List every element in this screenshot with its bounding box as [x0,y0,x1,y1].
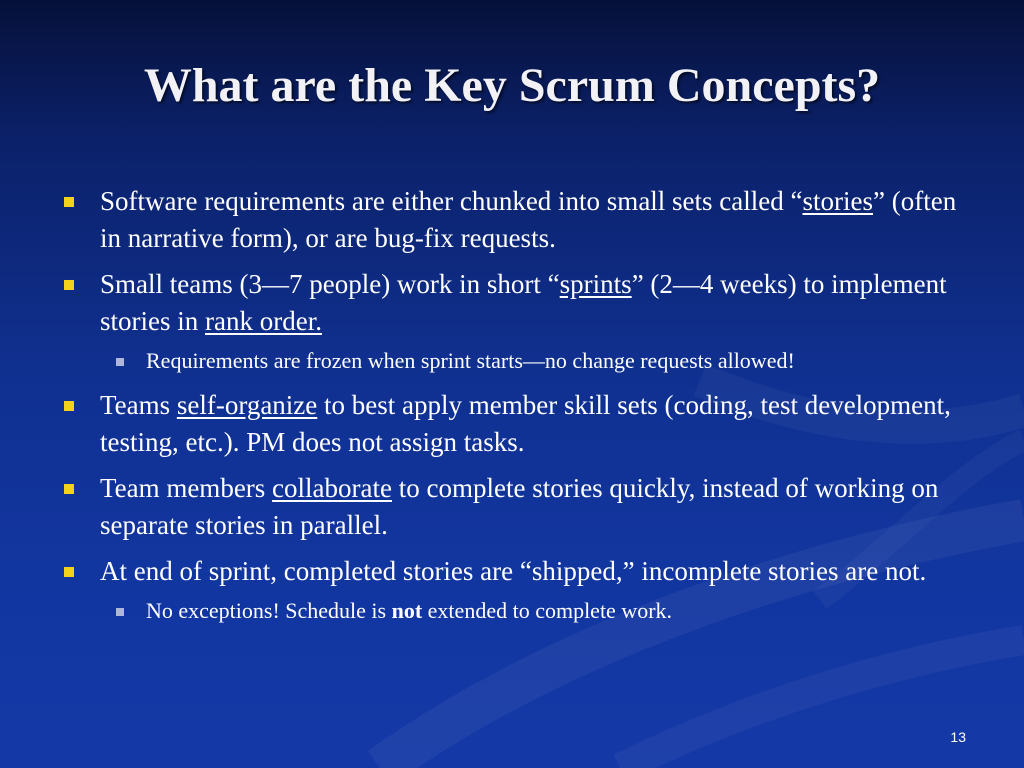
bullet-text: Small teams (3—7 people) work in short “ [100,269,560,299]
bullet-item-collaborate [60,470,970,544]
bullet-item-end-of-sprint [60,553,970,590]
bullet-text: to best apply member skill sets (coding, test development, testing, etc.). PM does not assign tasks. [100,390,951,457]
rank-order-link[interactable]: rank order. [205,306,322,336]
square-bullet-icon [64,567,74,577]
slide-content [60,183,970,637]
bullet-item-sprints [60,266,970,340]
bullet-item-self-organize [60,387,970,461]
sub-bullet-item [60,347,970,375]
page-number: 13 [950,729,966,745]
sub-bullet-item [60,597,970,625]
bullet-text: Teams [100,390,177,420]
sub-bullet-text: Requirements are frozen when sprint starts—no change requests allowed! [146,348,795,373]
bullet-item-stories [60,183,970,257]
bullet-text: ” (often in narrative form), or are bug-fix requests. [100,186,957,253]
sub-bullet-text: extended to complete work. [422,598,673,623]
square-sub-bullet-icon [116,358,124,366]
sub-bullet-text: No exceptions! Schedule is [146,598,392,623]
bullet-list [60,183,970,625]
square-bullet-icon [64,401,74,411]
bullet-text: to complete stories quickly, instead of working on separate stories in parallel. [100,473,939,540]
square-bullet-icon [64,484,74,494]
bullet-text: ” (2—4 weeks) to implement stories in [100,269,947,336]
sprints-link[interactable]: sprints [559,269,632,299]
self-organize-link[interactable]: self-organize [176,390,318,420]
bullet-text: Software requirements are either chunked into small sets called “ [100,186,803,216]
square-bullet-icon [64,280,74,290]
stories-link[interactable]: stories [802,186,873,216]
bullet-text: At end of sprint, completed stories are “shipped,” incomplete stories are not. [100,556,927,586]
collaborate-link[interactable]: collaborate [272,473,392,503]
bullet-text: Team members [100,473,273,503]
slide-title: What are the Key Scrum Concepts? [143,59,881,112]
square-sub-bullet-icon [116,608,124,616]
emphasis-not: not [391,598,423,623]
square-bullet-icon [64,197,74,207]
